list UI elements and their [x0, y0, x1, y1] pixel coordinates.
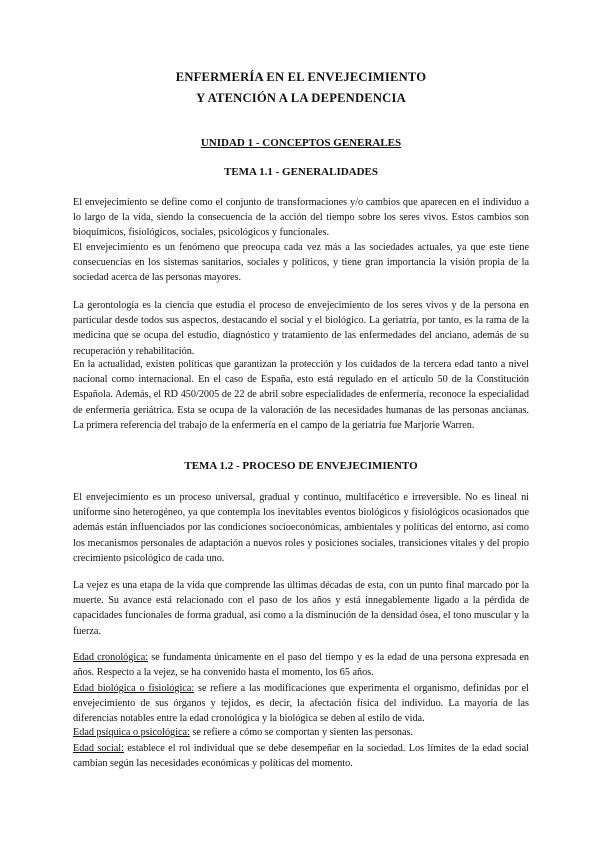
definition-item — [73, 650, 529, 680]
definition-text: establece el rol individual que se debe desempeñar en la sociedad. Los límites de la edad social cambian según las necesidades económicas y políticas del momento. — [73, 743, 529, 770]
unit-heading: UNIDAD 1 - CONCEPTOS GENERALES — [200, 137, 402, 149]
section-heading-1-1: TEMA 1.1 - GENERALIDADES — [223, 166, 379, 178]
paragraph-1-1-a: El envejecimiento se define como el conjunto de transformaciones y/o cambios que aparecen en el individuo a lo largo de la vida, siendo la consecuencia de la acción del tiempo sobre los seres vivos. Estos cambios son bioquímicos, fisiológicos, sociales, psicológicos y funcionales. — [73, 197, 529, 239]
paragraph-1-1-d: En la actualidad, existen políticas que garantizan la protección y los cuidados de la tercera edad tanto a nivel nacional como internacional. En el caso de España, esto está regulado en el artículo 50 de la Constitución Española. Además, el RD 450/2005 de 22 de abril sobre especialidades de enfermería, reconoce la especialidad de enfermería geriátrica. Esta se ocupa de la valoración de las necesidades humanas de las personas ancianas. La primera referencia del trabajo de la enfermería en el campo de la geriatría fue Marjorie Warren. — [73, 359, 529, 431]
definition-term: Edad social: — [73, 743, 124, 754]
document-title-line2: Y ATENCIÓN A LA DEPENDENCIA — [196, 91, 406, 105]
definition-term: Edad cronológica: — [73, 652, 149, 663]
section-heading-1-2: TEMA 1.2 - PROCESO DE ENVEJECIMIENTO — [184, 460, 418, 472]
paragraph-1-2-b: La vejez es una etapa de la vida que comprende las últimas décadas de esta, con un punto final marcado por la muerte. Su avance está relacionado con el paso de los años y está innegablemente ligado a la pérdida de capacidades funcionales de forma gradual, así como a la disminución de la densidad ósea, el tono muscular y la fuerza. — [73, 580, 529, 637]
definition-item — [73, 725, 529, 740]
definition-item — [73, 681, 529, 727]
definition-term: Edad psíquica o psicológica: — [73, 727, 190, 738]
definition-item — [73, 741, 529, 771]
document-title-line1: ENFERMERÍA EN EL ENVEJECIMIENTO — [175, 70, 427, 84]
definition-text: se refiere a cómo se comportan y sienten las personas. — [189, 727, 414, 738]
definition-term: Edad biológica o fisiológica: — [73, 683, 195, 694]
paragraph-1-1-c: La gerontología es la ciencia que estudia el proceso de envejecimiento de los seres vivos y de la persona en particular desde todos sus aspectos, destacando el social y el biológico. La geriatría, por tanto, es la rama de la medicina que se ocupa del estudio, diagnóstico y tratamiento de las enfermedades del anciano, además de su recuperación y rehabilitación. — [73, 300, 529, 357]
definition-text: se fundamenta únicamente en el paso del tiempo y es la edad de una persona expresada en años. Respecto a la vejez, se ha convenido hasta el momento, los 65 años. — [73, 652, 529, 679]
definition-text: se refiere a las modificaciones que experimenta el organismo, definidas por el envejecimiento de sus órganos y tejidos, es decir, la afectación física del individuo. La mayoría de las diferencias notables entre la edad cronológica y la biológica se deben al estilo de vida. — [73, 683, 529, 725]
paragraph-1-1-b: El envejecimiento es un fenómeno que preocupa cada vez más a las sociedades actuales, ya que este tiene consecuencias en los sistemas sanitarios, sociales y políticos, y tiene gran importancia la visión propia de la sociedad acerca de las personas mayores. — [73, 242, 529, 284]
paragraph-1-2-a: El envejecimiento es un proceso universal, gradual y continuo, multifacético e irreversible. No es lineal ni uniforme sino heterogéneo, ya que contempla los inevitables eventos biológicos y fisiológicos ocasionados que además están influenciados por las condiciones socioeconómicas, ambientales y políticas del entorno, así como los mecanismos personales de adaptación a nuevos roles y posiciones sociales, transiciones vitales y del propio crecimiento psicológico de cada uno. — [73, 492, 529, 564]
